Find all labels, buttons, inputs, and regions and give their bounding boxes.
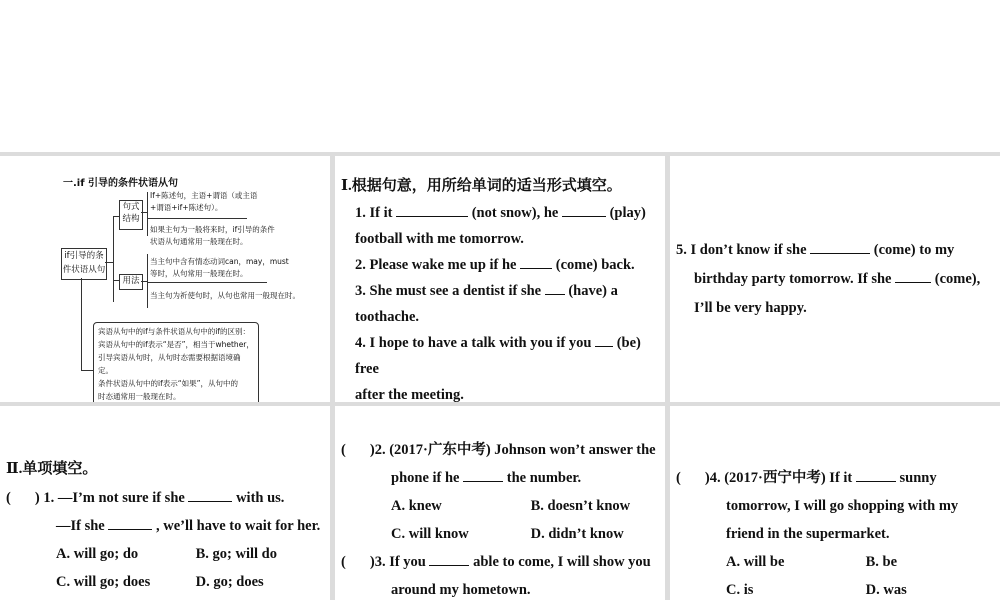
panel-mind-map xyxy=(0,156,330,402)
note-line: 宾语从句中的if与条件状语从句中的if的区别： xyxy=(98,327,250,336)
question-1-cont: football with me tomorrow. xyxy=(355,231,524,247)
answer-blank xyxy=(108,515,152,530)
note-line: 时态通常用一般现在时。 xyxy=(98,392,181,401)
answer-blank xyxy=(429,551,469,566)
connector xyxy=(147,254,148,308)
connector xyxy=(81,370,93,371)
answer-blank[interactable] xyxy=(396,202,468,217)
note-line: 条件状语从句中的if表示“如果”，从句中的 xyxy=(98,379,238,388)
connector xyxy=(113,216,114,302)
option-a[interactable]: A. will go; do xyxy=(56,546,139,562)
option-d[interactable]: D. go; does xyxy=(195,574,264,590)
options-row xyxy=(676,576,998,600)
answer-blank[interactable] xyxy=(595,332,613,347)
question-4-line-2: tomorrow, I will go shopping with my xyxy=(726,498,959,514)
question-1-line-2: —If she , we’ll have to wait for her. xyxy=(6,512,328,540)
node-usage: 用法 xyxy=(119,274,143,290)
usage-line-5: 当主句为祈使句时，从句也常用一般现在时。 xyxy=(150,291,300,300)
question-2: ( )2. (2017·广东中考) Johnson won’t answer the xyxy=(341,442,656,458)
panel-fill-in-blanks xyxy=(335,156,665,402)
usage-line-4: 等时，从句常用一般现在时。 xyxy=(150,269,248,278)
structure-line-2: +谓语+if+陈述句）。 xyxy=(150,203,223,212)
answer-blank xyxy=(188,487,232,502)
note-line: 宾语从句中的if表示“是否”，相当于whether， xyxy=(98,340,254,349)
question-3-cont: toothache. xyxy=(355,309,420,325)
question-2: 2. Please wake me up if he (come) back. xyxy=(355,252,655,278)
mind-map-title: 一.if 引导的条件状语从句 xyxy=(63,178,179,189)
option-d[interactable]: D. was xyxy=(865,582,907,598)
question-1: 1. If it (not snow), he (play) xyxy=(355,200,655,226)
question-3: 3. She must see a dentist if she (have) a xyxy=(355,278,655,304)
structure-line-1: If+陈述句，主语+谓语（或主语 xyxy=(150,191,258,200)
mind-map-note-box xyxy=(93,322,259,402)
option-c[interactable]: C. is xyxy=(726,582,754,598)
options-row xyxy=(341,492,663,520)
connector xyxy=(105,262,113,263)
answer-blank[interactable] xyxy=(520,254,552,269)
question-5-block xyxy=(676,236,998,323)
mind-map-root: if引导的条件状语从句 xyxy=(61,248,107,280)
option-b[interactable]: B. go; will do xyxy=(195,546,277,562)
section-heading: Ⅰ.根据句意，用所给单词的适当形式填空。 xyxy=(341,178,622,194)
question-list xyxy=(6,484,328,596)
question-3: ( )3. If you able to come, I will show you xyxy=(341,548,663,576)
question-4-line-3: friend in the supermarket. xyxy=(726,526,890,542)
option-b[interactable]: B. doesn’t know xyxy=(530,498,631,514)
answer-blank[interactable] xyxy=(562,202,606,217)
connector xyxy=(147,192,148,236)
options-row xyxy=(341,520,663,548)
answer-blank[interactable] xyxy=(895,268,931,283)
question-4: ( )4. (2017·西宁中考) If it sunny xyxy=(676,464,998,492)
answer-blank xyxy=(463,467,503,482)
question-3-line-2: around my hometown. xyxy=(391,582,531,598)
node-structure: 句式结构 xyxy=(119,200,143,230)
note-line: 引导宾语从句时，从句时态需要根据语境确定。 xyxy=(98,353,241,375)
options-row xyxy=(676,548,998,576)
divider xyxy=(147,218,247,219)
usage-line-1: 如果主句为一般将来时，if引导的条件 xyxy=(150,225,275,234)
option-a[interactable]: A. will be xyxy=(726,554,785,570)
usage-line-3: 当主句中含有情态动词can，may，must xyxy=(150,257,289,266)
question-4: 4. I hope to have a talk with you if you (be) free xyxy=(355,330,655,382)
panel-multiple-choice-2 xyxy=(335,406,665,600)
divider xyxy=(147,282,267,283)
question-list xyxy=(355,200,655,402)
answer-blank[interactable] xyxy=(810,239,870,254)
usage-line-2: 状语从句通常用一般现在时。 xyxy=(150,237,248,246)
option-b[interactable]: B. be xyxy=(865,554,898,570)
options-row xyxy=(6,540,328,568)
question-list xyxy=(676,464,998,600)
question-5-line-3: I’ll be very happy. xyxy=(694,300,807,316)
question-4-cont: after the meeting. xyxy=(355,387,464,402)
question-5-line-2: birthday party tomorrow. If she (come), xyxy=(676,265,998,294)
answer-blank[interactable] xyxy=(545,280,565,295)
option-c[interactable]: C. will know xyxy=(391,526,469,542)
mind-map xyxy=(55,170,300,401)
question-1: ( ) 1. —I’m not sure if she with us. xyxy=(6,484,328,512)
option-a[interactable]: A. knew xyxy=(391,498,442,514)
option-c[interactable]: C. will go; does xyxy=(56,574,151,590)
slide-top-whitespace xyxy=(0,0,1000,152)
question-2-line-2: phone if he the number. xyxy=(341,464,663,492)
question-5: 5. I don’t know if she (come) to my xyxy=(676,236,998,265)
connector xyxy=(81,278,82,370)
panel-multiple-choice-3 xyxy=(670,406,1000,600)
section-heading: Ⅱ.单项填空。 xyxy=(6,461,98,477)
option-d[interactable]: D. didn’t know xyxy=(530,526,624,542)
panel-fill-in-blanks-cont xyxy=(670,156,1000,402)
options-row xyxy=(6,568,328,596)
question-list xyxy=(341,436,663,600)
answer-blank xyxy=(856,467,896,482)
panel-multiple-choice xyxy=(0,406,330,600)
